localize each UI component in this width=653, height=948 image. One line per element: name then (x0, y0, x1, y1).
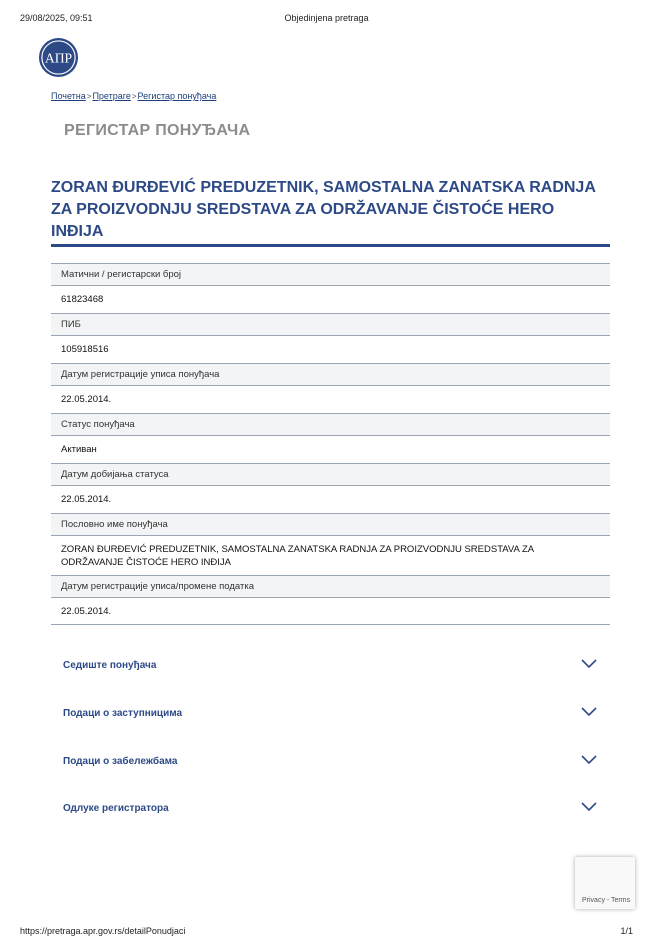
detail-label-status-date: Датум добијања статуса (51, 463, 610, 485)
accordion-representatives[interactable] (51, 700, 610, 730)
print-page-count: 1/1 (620, 926, 633, 936)
print-datetime: 29/08/2025, 09:51 (20, 13, 93, 23)
detail-label-change-date: Датум регистрације уписа/промене податка (51, 575, 610, 597)
heading-divider (51, 244, 610, 247)
logo-text: АПР (44, 50, 73, 66)
detail-value-status-date: 22.05.2014. (51, 485, 610, 513)
company-name-heading: ZORAN ĐURĐEVIĆ PREDUZETNIK, SAMOSTALNA ZANATSKA RADNJA ZA PROIZVODNJU SREDSTAVA ZA ODRŽAVANJE ČISTOĆE HERO INĐIJA (51, 179, 596, 240)
accordion-notes-label: Подаци о забележбама (63, 756, 178, 767)
recaptcha-badge[interactable] (575, 857, 635, 909)
chevron-down-icon[interactable] (581, 659, 597, 669)
accordion-decisions-label: Одлуке регистратора (63, 803, 169, 814)
recaptcha-privacy-terms[interactable]: Privacy - Terms (582, 897, 631, 904)
chevron-down-icon[interactable] (581, 755, 597, 765)
detail-label-business-name: Пословно име понуђача (51, 513, 610, 535)
chevron-down-icon[interactable] (581, 802, 597, 812)
print-url: https://pretraga.apr.gov.rs/detailPonudjaci (20, 926, 186, 936)
chevron-down-icon[interactable] (581, 707, 597, 717)
breadcrumb-separator-icon: > (131, 92, 137, 101)
detail-label-status: Статус понуђача (51, 413, 610, 435)
detail-label-registration-date: Датум регистрације уписа понуђача (51, 363, 610, 385)
detail-value-pib: 105918516 (51, 335, 610, 363)
print-header (20, 13, 633, 27)
breadcrumb-home-link[interactable]: Почетна (51, 91, 86, 101)
detail-value-registration-number: 61823468 (51, 285, 610, 313)
details-table (51, 263, 610, 625)
breadcrumb-searches-link[interactable]: Претраге (92, 91, 131, 101)
detail-value-registration-date: 22.05.2014. (51, 385, 610, 413)
accordion-decisions[interactable] (51, 795, 610, 825)
breadcrumb (51, 91, 216, 101)
detail-value-status: Активан (51, 435, 610, 463)
breadcrumb-register-link[interactable]: Регистар понуђача (137, 91, 217, 101)
detail-value-business-name: ZORAN ĐURĐEVIĆ PREDUZETNIK, SAMOSTALNA ZANATSKA RADNJA ZA PROIZVODNJU SREDSTAVA ZA ODRŽAVANJE ČISTOĆE HERO INĐIJA (51, 535, 610, 575)
accordion-seat-label: Седиште понуђача (63, 660, 157, 671)
detail-label-pib: ПИБ (51, 313, 610, 335)
print-document-title: Objedinjena pretraga (284, 13, 369, 23)
detail-value-change-date: 22.05.2014. (51, 597, 610, 625)
apr-logo-icon[interactable] (38, 37, 79, 78)
accordion-notes[interactable] (51, 748, 610, 778)
detail-label-registration-number: Матични / регистарски број (51, 263, 610, 285)
accordion-seat[interactable] (51, 652, 610, 682)
breadcrumb-separator-icon: > (86, 92, 92, 101)
accordion-representatives-label: Подаци о заступницима (63, 708, 183, 719)
page-title: РЕГИСТАР ПОНУЂАЧА (64, 122, 251, 139)
